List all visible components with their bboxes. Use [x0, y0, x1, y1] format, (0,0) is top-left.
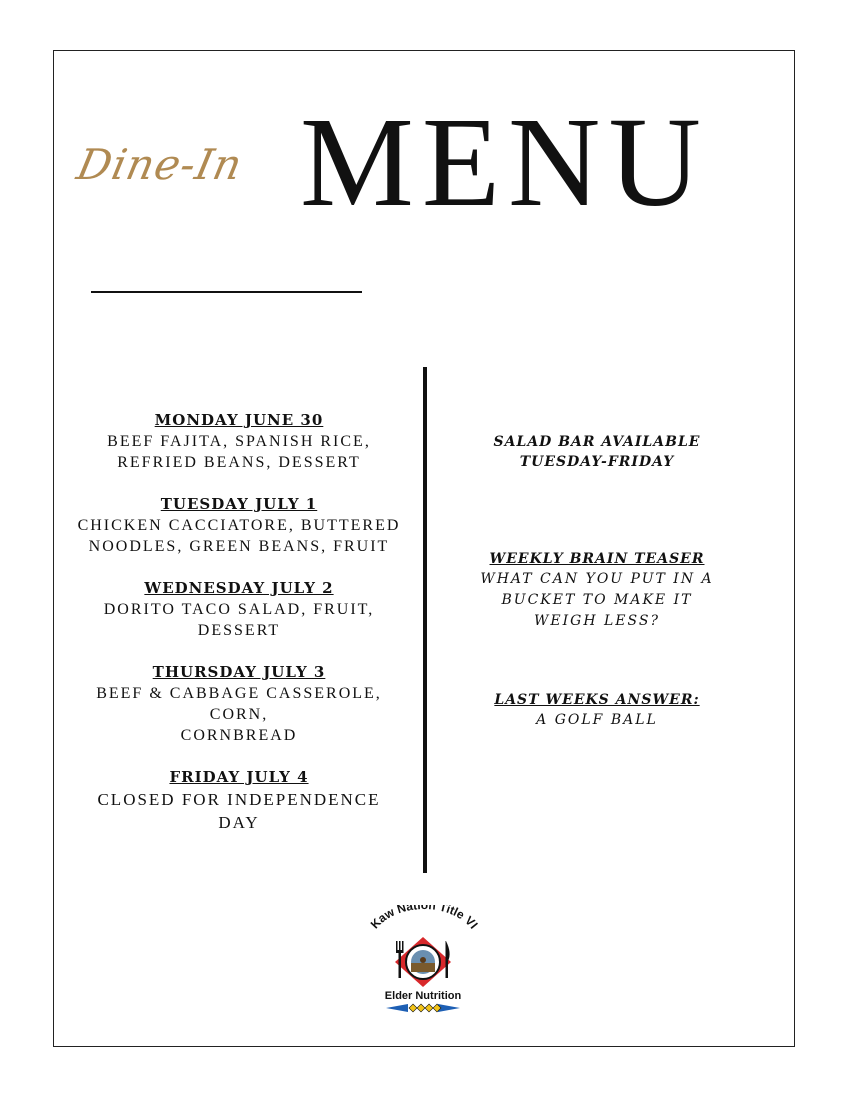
logo-bottom-text: Elder Nutrition — [384, 990, 462, 1002]
menu-day-tuesday — [58, 494, 420, 557]
teaser-title: WEEKLY BRAIN TEASER — [489, 551, 705, 567]
day-title: MONDAY JUNE 30 — [154, 411, 324, 429]
title-underline-rule — [91, 291, 362, 293]
last-week-answer — [470, 690, 724, 731]
day-title: FRIDAY JULY 4 — [169, 768, 309, 786]
elder-nutrition-logo — [358, 905, 488, 1015]
answer-title: LAST WEEKS ANSWER: — [494, 692, 700, 708]
menu-day-friday — [58, 767, 420, 834]
teaser-question: WHAT CAN YOU PUT IN A BUCKET TO MAKE IT WEIGH LESS? — [480, 571, 714, 629]
day-items: DORITO TACO SALAD, FRUIT, DESSERT — [103, 601, 375, 639]
seal-icon — [406, 945, 440, 979]
day-items: CLOSED FOR INDEPENDENCE DAY — [97, 790, 381, 832]
script-title: Dine-In — [72, 140, 248, 189]
day-title: THURSDAY JULY 3 — [152, 663, 326, 681]
logo-top-text: Kaw Nation Title VI — [367, 905, 481, 932]
daily-menu-list — [58, 410, 420, 855]
day-title: WEDNESDAY JULY 2 — [144, 579, 334, 597]
day-items: CHICKEN CACCIATORE, BUTTERED NOODLES, GREEN BEANS, FRUIT — [77, 517, 401, 555]
salad-bar-text: SALAD BAR AVAILABLE TUESDAY-FRIDAY — [493, 434, 701, 470]
answer-text: A GOLF BALL — [536, 712, 658, 728]
menu-day-wednesday — [58, 578, 420, 641]
day-items: BEEF & CABBAGE CASSEROLE, CORN, CORNBREAD — [96, 685, 382, 744]
menu-day-thursday — [58, 662, 420, 746]
day-items: BEEF FAJITA, SPANISH RICE, REFRIED BEANS, DESSERT — [107, 433, 371, 471]
brain-teaser — [470, 549, 724, 632]
menu-day-monday — [58, 410, 420, 473]
day-title: TUESDAY JULY 1 — [160, 495, 318, 513]
page-title: MENU — [300, 91, 709, 233]
salad-bar-note — [470, 432, 724, 472]
logo-color-band — [386, 1004, 460, 1012]
column-divider — [423, 367, 427, 873]
knife-icon — [446, 941, 450, 978]
